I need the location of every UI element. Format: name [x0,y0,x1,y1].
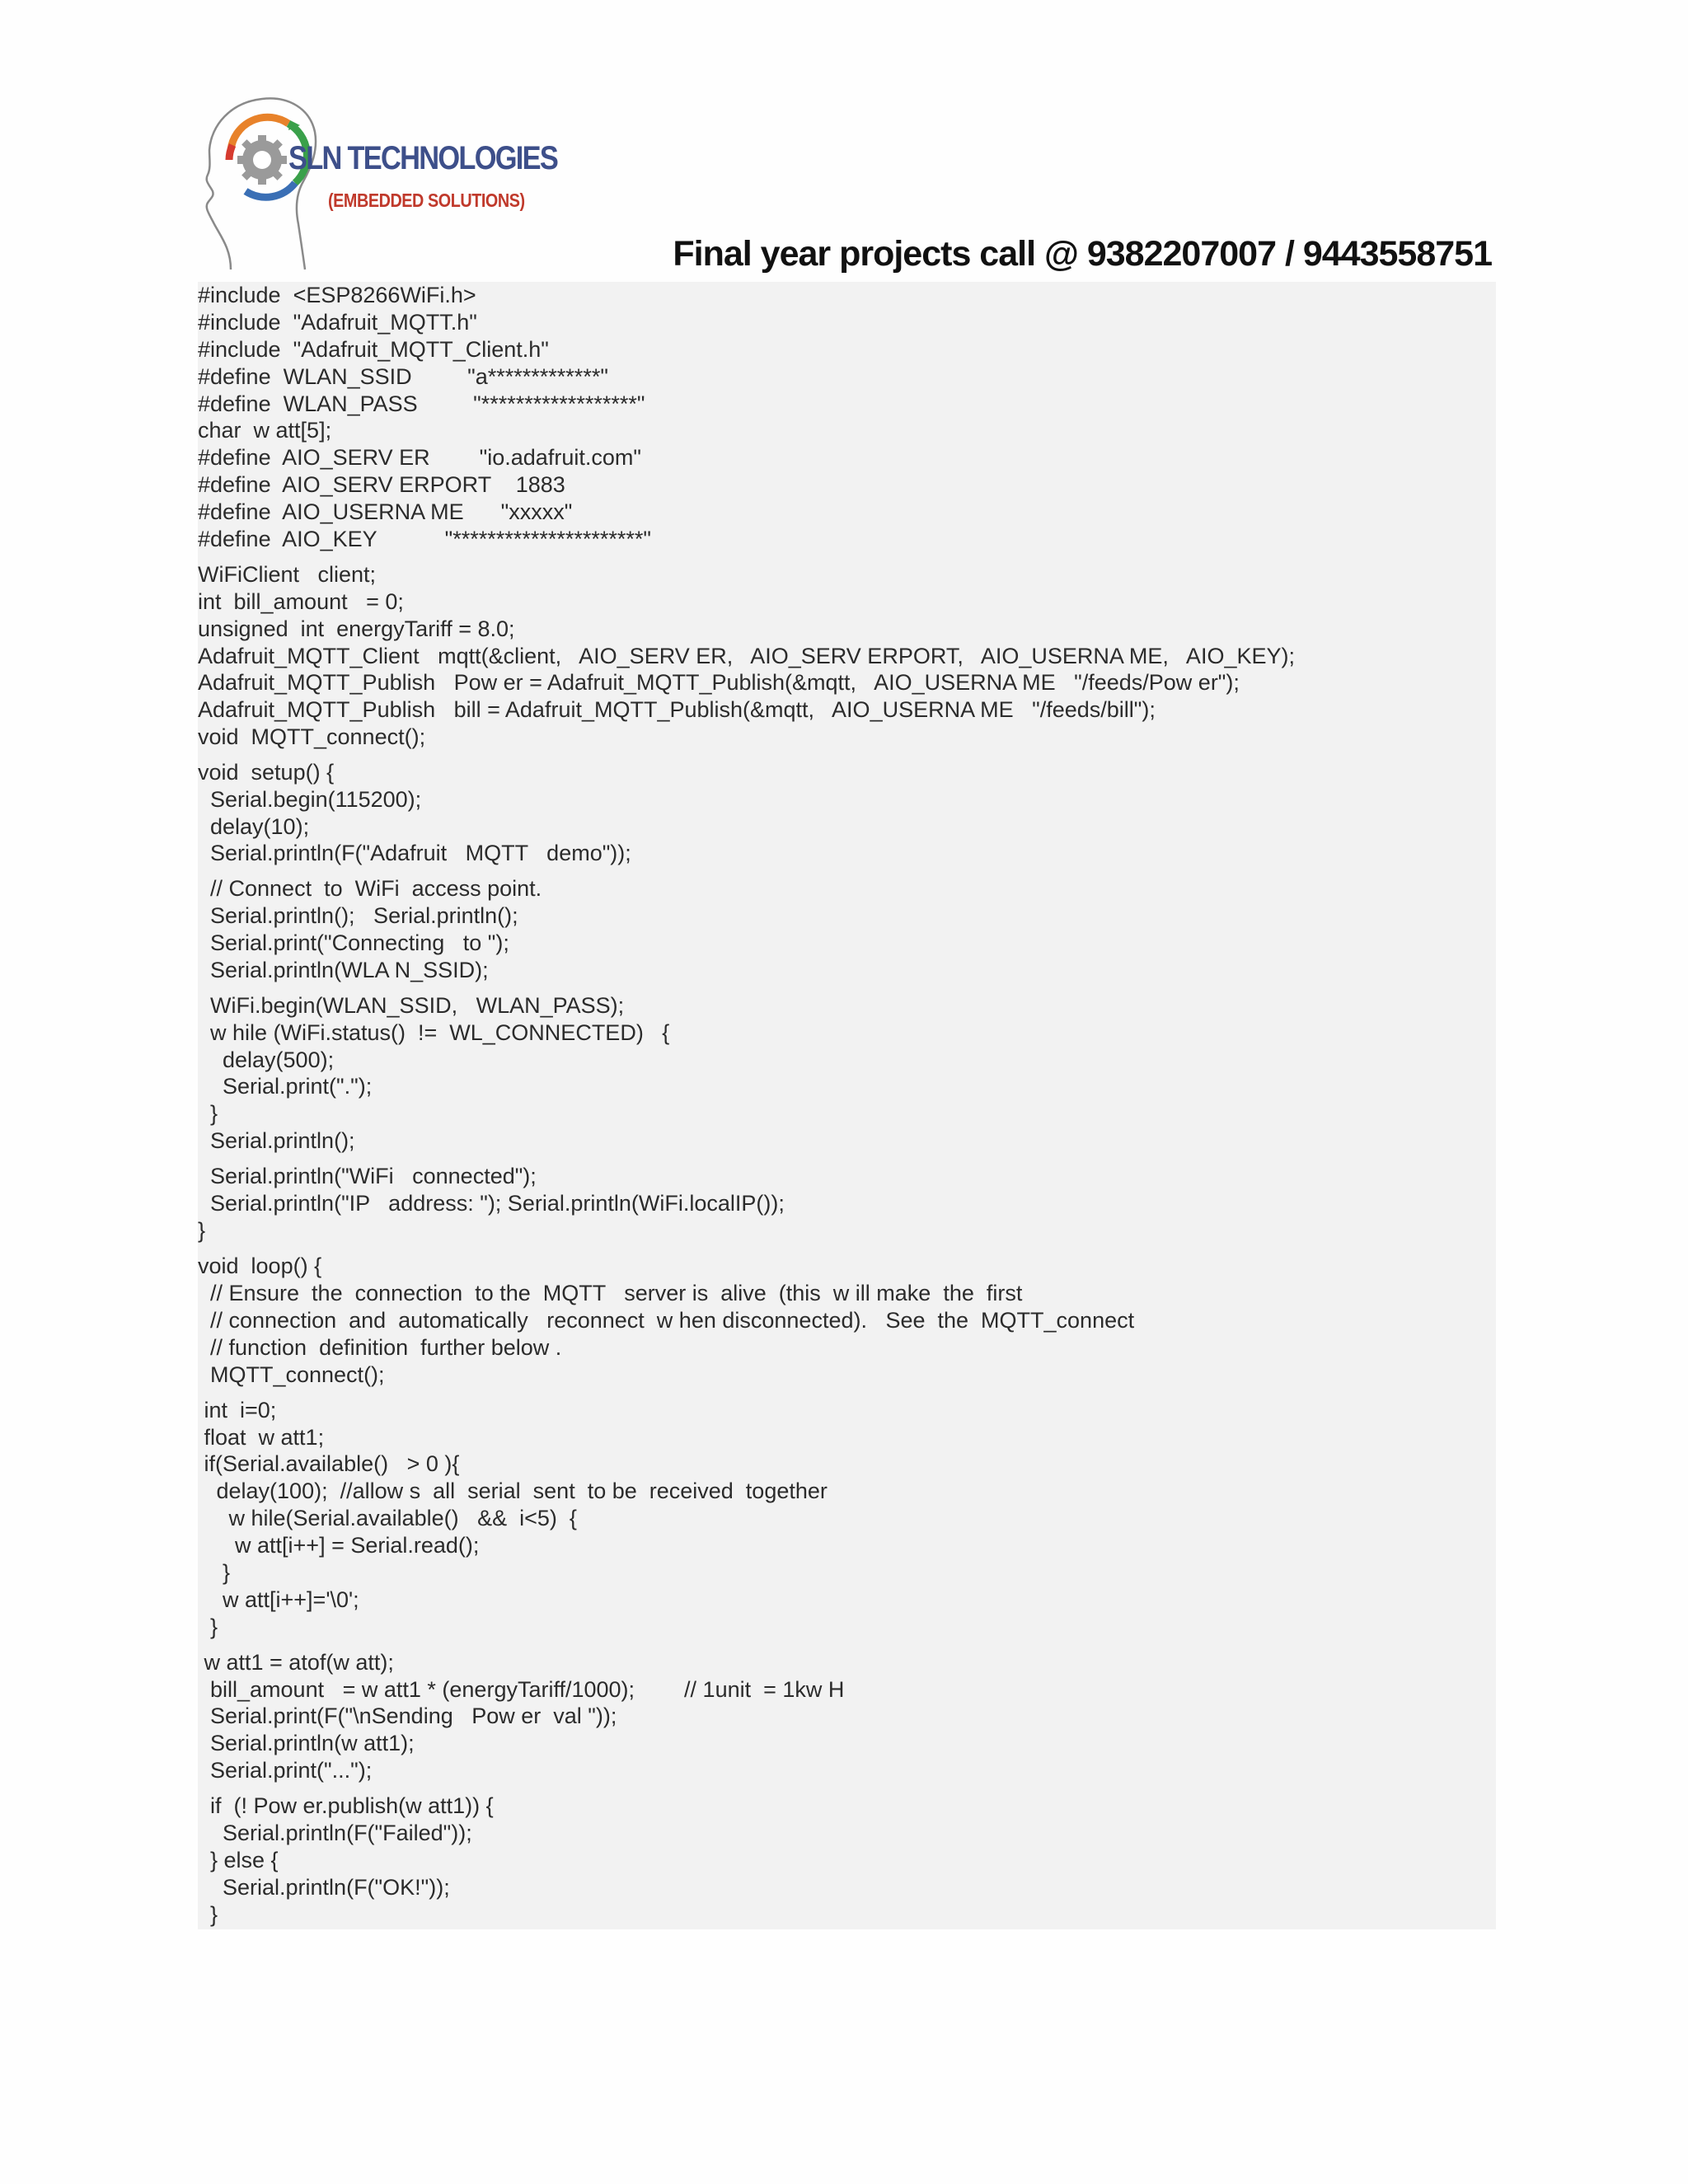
code-line: } [198,1218,206,1243]
code-line: #define AIO_SERV ERPORT 1883 [198,472,565,497]
code-line: Serial.println("IP address: "); Serial.println(WiFi.localIP()); [198,1191,785,1216]
code-line: w hile(Serial.available() && i<5) { [198,1506,577,1530]
code-line: Serial.print("..."); [198,1758,373,1783]
head-gear-icon [198,92,544,278]
code-line: } [198,1902,218,1927]
code-line: Serial.print(F("\nSending Pow er val ")); [198,1704,617,1728]
code-block [198,282,1496,1929]
code-line: Serial.println("WiFi connected"); [198,1164,537,1188]
code-line: Adafruit_MQTT_Client mqtt(&client, AIO_SERV ER, AIO_SERV ERPORT, AIO_USERNA ME, AIO_KEY); [198,644,1295,668]
code-line: delay(10); [198,814,310,839]
code-line: void setup() { [198,760,335,785]
code-line: } [198,1101,218,1126]
code-line: // Connect to WiFi access point. [198,876,542,901]
contact-header: Final year projects call @ 9382207007 / 9443558751 [673,234,1492,274]
code-line: int bill_amount = 0; [198,589,404,614]
code-line: Adafruit_MQTT_Publish bill = Adafruit_MQTT_Publish(&mqtt, AIO_USERNA ME "/feeds/bill"); [198,697,1156,722]
logo-subtitle: (EMBEDDED SOLUTIONS) [328,190,525,211]
code-line: Serial.println(); [198,1128,355,1153]
code-line: // connection and automatically reconnect w hen disconnected). See the MQTT_connect [198,1308,1135,1333]
code-line: Serial.println(w att1); [198,1731,415,1755]
code-line: if (! Pow er.publish(w att1)) { [198,1793,494,1818]
code-line: bill_amount = w att1 * (energyTariff/1000); // 1unit = 1kw H [198,1677,845,1702]
code-line: Serial.println(F("Failed")); [198,1821,472,1845]
code-line: #define AIO_SERV ER "io.adafruit.com" [198,445,641,470]
code-line: #define WLAN_SSID "a*************" [198,364,608,389]
code-line: #define AIO_KEY "**********************" [198,527,652,551]
code-line: Serial.print("."); [198,1074,373,1099]
code-line: Serial.println(F("OK!")); [198,1875,450,1900]
code-line: #include "Adafruit_MQTT.h" [198,310,477,335]
code-line: Serial.print("Connecting to "); [198,930,509,955]
code-line: Serial.println(F("Adafruit MQTT demo")); [198,841,631,865]
code-line: void loop() { [198,1254,322,1278]
code-line: // function definition further below . [198,1335,562,1360]
code-line: #define WLAN_PASS "******************" [198,391,645,416]
code-line: w att[i++]='\0'; [198,1587,359,1612]
logo-title: SLN TECHNOLOGIES [288,140,558,176]
code-line: char w att[5]; [198,418,332,443]
code-line: } [198,1560,231,1585]
code-line: Adafruit_MQTT_Publish Pow er = Adafruit_MQTT_Publish(&mqtt, AIO_USERNA ME "/feeds/Pow er"); [198,670,1240,695]
code-line: w att1 = atof(w att); [198,1650,394,1675]
code-line: void MQTT_connect(); [198,724,426,749]
code-line: int i=0; [198,1398,277,1422]
code-line: #include <ESP8266WiFi.h> [198,283,476,307]
code-line: unsigned int energyTariff = 8.0; [198,616,515,641]
code-line: Serial.println(WLA N_SSID); [198,958,489,982]
code-line: Serial.println(); Serial.println(); [198,903,518,928]
code-line: delay(100); //allow s all serial sent to be received together [198,1479,828,1503]
code-line: #include "Adafruit_MQTT_Client.h" [198,337,549,362]
code-line: // Ensure the connection to the MQTT server is alive (this w ill make the first [198,1281,1023,1305]
code-line: MQTT_connect(); [198,1362,385,1387]
code-line: WiFiClient client; [198,562,377,587]
code-line: if(Serial.available() > 0 ){ [198,1451,460,1476]
code-line: } [198,1615,218,1639]
code-line: Serial.begin(115200); [198,787,422,812]
company-logo [198,92,558,278]
code-line: delay(500); [198,1047,335,1072]
code-line: w att[i++] = Serial.read(); [198,1533,480,1558]
code-line: WiFi.begin(WLAN_SSID, WLAN_PASS); [198,993,625,1018]
code-line: float w att1; [198,1425,325,1450]
code-line: } else { [198,1848,279,1872]
code-line: #define AIO_USERNA ME "xxxxx" [198,499,573,524]
code-line: w hile (WiFi.status() != WL_CONNECTED) { [198,1020,670,1045]
